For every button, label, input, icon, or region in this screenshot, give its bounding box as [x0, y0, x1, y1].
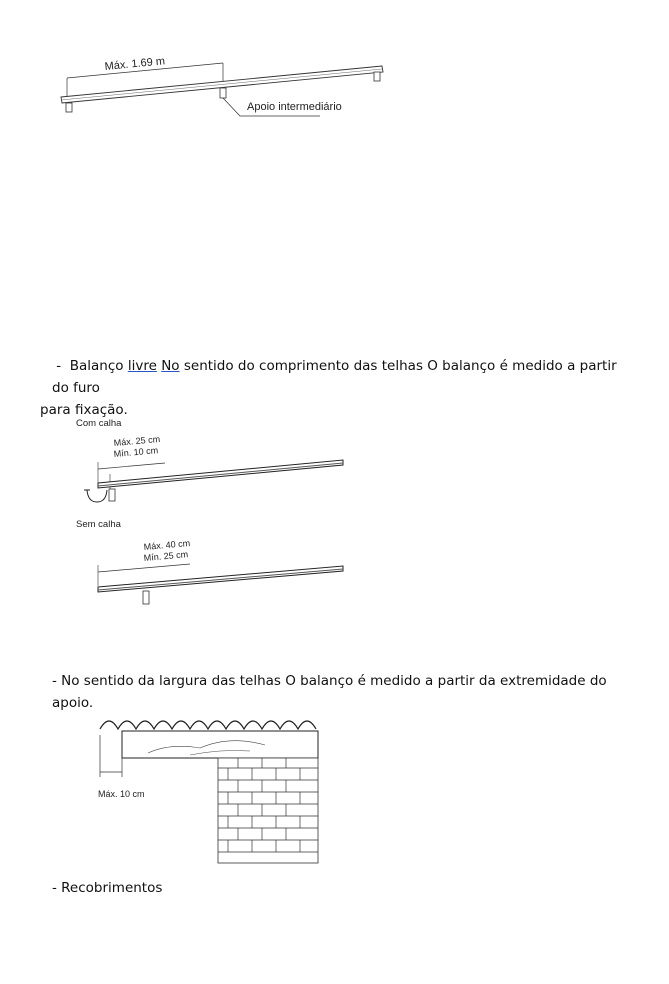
support-label: Apoio intermediário [247, 101, 342, 113]
paragraph-line-1: - Balanço livre No sentido do comprimento das telhas O balanço é medido a partir do furo [52, 358, 617, 396]
spell-flagged-word: livre [127, 358, 157, 374]
paragraph-line-2: para fixação. [40, 402, 128, 418]
overhang-width-paragraph: - No sentido da largura das telhas O balanço é medido a partir da extremidade do apoio. [52, 673, 607, 711]
width-overhang-diagram [90, 705, 330, 865]
with-gutter-title: Com calha [76, 418, 122, 429]
max-overhang-label: Máx. 10 cm [98, 789, 145, 799]
intermediate-support-diagram [55, 50, 395, 130]
without-gutter-min: Mín. 25 cm [143, 549, 189, 563]
without-gutter-max: Máx. 40 cm [143, 537, 191, 552]
with-gutter-min: Mín. 10 cm [113, 445, 159, 459]
span-label: Máx. 1.69 m [104, 55, 166, 73]
without-gutter-title: Sem calha [76, 519, 121, 530]
with-gutter-max: Máx. 25 cm [113, 433, 161, 448]
spell-flagged-word: No [161, 358, 180, 374]
eave-overhang-diagram [70, 410, 360, 615]
overlap-heading: - Recobrimentos [52, 880, 163, 896]
